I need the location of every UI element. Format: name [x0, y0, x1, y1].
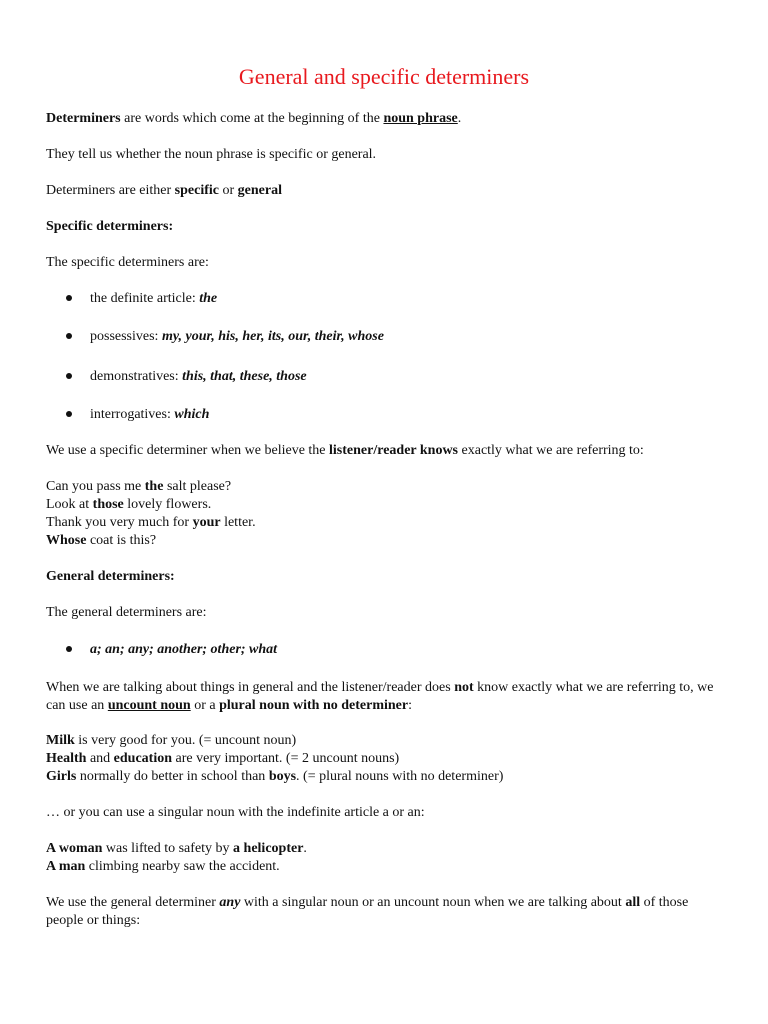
example-bold: A man: [46, 859, 86, 874]
list-item-words: my, your, his, her, its, our, their, whose: [161, 329, 384, 344]
general-use-colon: :: [408, 698, 412, 713]
either-start: Determiners are either: [46, 183, 175, 198]
list-item-words: which: [174, 407, 210, 422]
example-text: is very good for you. (= uncount noun): [74, 733, 297, 748]
specific-heading: Specific determiners:: [46, 219, 174, 234]
general-use-paragraph: [46, 679, 726, 715]
list-item-words: the: [199, 291, 218, 306]
list-item-label: demonstratives:: [90, 369, 183, 384]
example-post: coat is this?: [86, 533, 157, 548]
example-pre: Look at: [46, 497, 93, 512]
example-bold: those: [92, 497, 124, 512]
term-general: general: [237, 183, 282, 198]
general-list-intro: The general determiners are:: [46, 605, 207, 620]
example-post: letter.: [220, 515, 256, 530]
list-item: [66, 328, 726, 346]
any-start: We use the general determiner: [46, 895, 220, 910]
example-bold: A woman: [46, 841, 103, 856]
bullet-icon: [66, 411, 72, 417]
example-bold: boys: [268, 769, 297, 784]
example-line: [46, 840, 726, 858]
example-line: [46, 768, 726, 786]
list-item-words: a; an; any; another; other; what: [90, 642, 278, 657]
term-all: all: [625, 895, 641, 910]
bullet-icon: [66, 373, 72, 379]
term-noun-phrase: noun phrase: [383, 111, 458, 126]
specific-use-start: We use a specific determiner when we believe the: [46, 443, 330, 458]
intro-paragraph: [46, 110, 726, 128]
term-listener-knows: listener/reader knows: [329, 443, 459, 458]
any-paragraph: [46, 894, 726, 930]
term-specific: specific: [174, 183, 219, 198]
specific-list-intro: The specific determiners are:: [46, 255, 209, 270]
general-use-start: When we are talking about things in general and the listener/reader does: [46, 680, 455, 695]
example-text: are very important. (= 2 uncount nouns): [172, 751, 400, 766]
bullet-icon: [66, 295, 72, 301]
bullet-icon: [66, 646, 72, 652]
example-post: salt please?: [163, 479, 232, 494]
list-item-label: the definite article:: [90, 291, 200, 306]
example-bold: Milk: [46, 733, 75, 748]
singular-paragraph: … or you can use a singular noun with the indefinite article a or an:: [46, 805, 425, 820]
list-item: [66, 368, 726, 386]
list-item: [66, 290, 726, 308]
intro-period: .: [457, 111, 462, 126]
example-bold: your: [192, 515, 221, 530]
example-bold: education: [113, 751, 173, 766]
any-end: of those people or things:: [46, 895, 689, 928]
either-paragraph: [46, 182, 726, 200]
any-middle: with a singular noun or an uncount noun when we are talking about: [240, 895, 626, 910]
general-use-middle: know exactly what we are referring to, we can use an: [46, 680, 714, 713]
page-title: General and specific determiners: [238, 64, 530, 89]
example-line: [46, 478, 726, 496]
example-bold: Health: [46, 751, 87, 766]
example-post: lovely flowers.: [123, 497, 212, 512]
intro-text: are words which come at the beginning of the: [120, 111, 384, 126]
example-line: [46, 750, 726, 768]
either-or: or: [218, 183, 238, 198]
example-text: climbing nearby saw the accident.: [85, 859, 280, 874]
term-uncount-noun: uncount noun: [107, 698, 191, 713]
example-bold: the: [144, 479, 164, 494]
example-line: [46, 732, 726, 750]
example-line: [46, 496, 726, 514]
specific-use-end: exactly what we are referring to:: [458, 443, 644, 458]
example-line: [46, 514, 726, 532]
list-item: [66, 641, 726, 659]
example-bold: a helicopter: [233, 841, 304, 856]
bullet-icon: [66, 333, 72, 339]
example-bold: Girls: [46, 769, 77, 784]
term-any: any: [219, 895, 241, 910]
example-line: [46, 532, 726, 550]
example-pre: Thank you very much for: [46, 515, 193, 530]
list-item: [66, 406, 726, 424]
term-not: not: [454, 680, 474, 695]
general-use-or: or a: [190, 698, 220, 713]
example-text: . (= plural nouns with no determiner): [296, 769, 504, 784]
term-plural-noun: plural noun with no determiner: [219, 698, 409, 713]
list-item-label: interrogatives:: [90, 407, 175, 422]
specific-or-general-paragraph: They tell us whether the noun phrase is specific or general.: [46, 147, 377, 162]
term-determiners: Determiners: [46, 111, 121, 126]
list-item-words: this, that, these, those: [182, 369, 307, 384]
example-text: normally do better in school than: [76, 769, 269, 784]
general-heading: General determiners:: [46, 569, 175, 584]
specific-use-paragraph: [46, 442, 726, 460]
example-pre: Can you pass me: [46, 479, 145, 494]
list-item-label: possessives:: [90, 329, 162, 344]
example-text: and: [86, 751, 114, 766]
example-bold: Whose: [46, 533, 87, 548]
example-text: .: [303, 841, 307, 856]
example-text: was lifted to safety by: [102, 841, 234, 856]
example-line: [46, 858, 726, 876]
